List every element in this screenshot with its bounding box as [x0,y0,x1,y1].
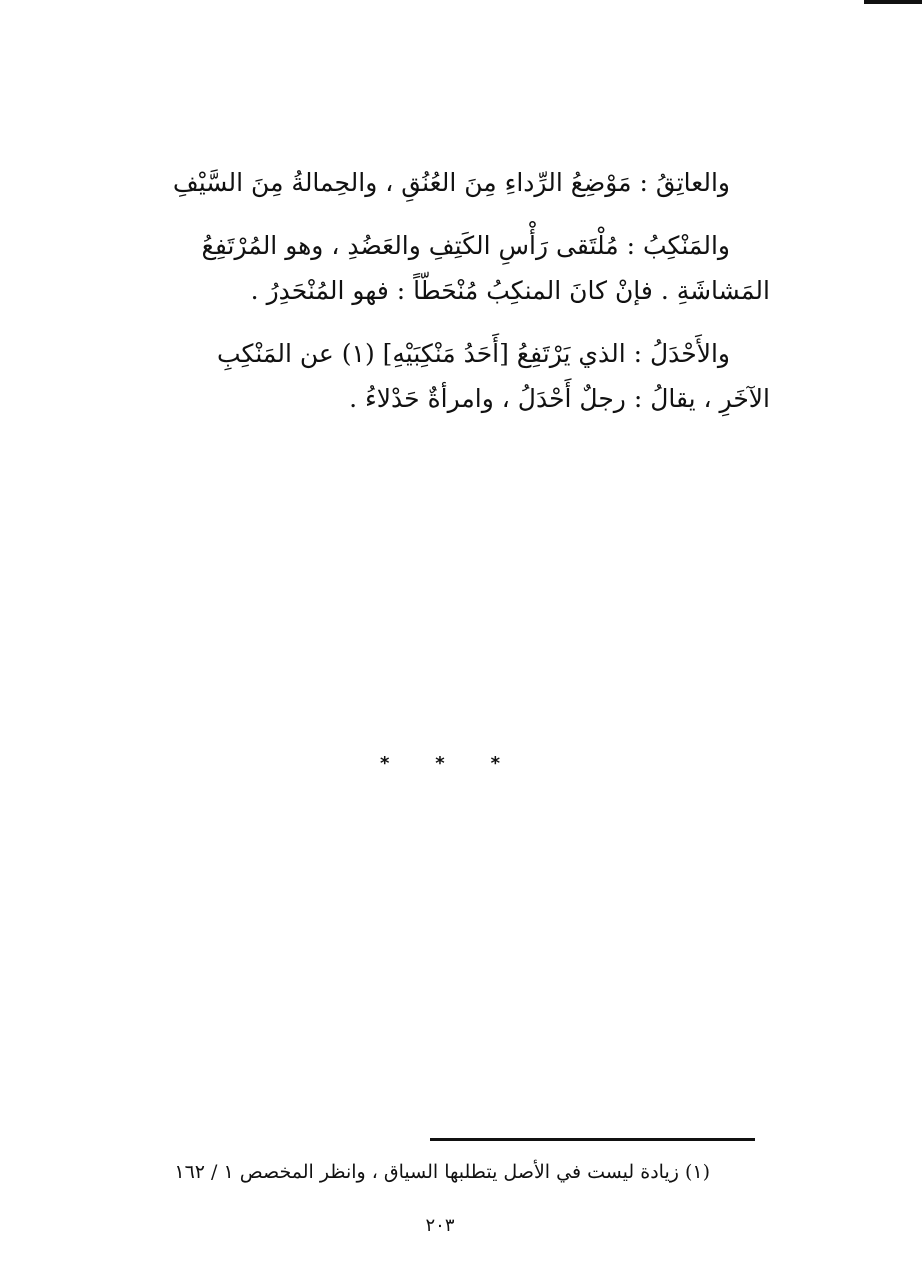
footnote-rule [430,1138,755,1141]
text-line: والعاتِقُ : مَوْضِعُ الرِّداءِ مِنَ العُنُقِ ، والحِمالةُ مِنَ السَّيْفِ [172,168,730,197]
paragraph-mankib [120,223,770,313]
asterisk: * [435,752,445,774]
text-line: الآخَرِ ، يقالُ : رجلٌ أَحْدَلُ ، وامرأةٌ حَدْلاءُ . [349,384,770,413]
text-line: والمَنْكِبُ : مُلْتَقى رَأْسِ الكَتِفِ والعَضُدِ ، وهو المُرْتَفِعُ [201,231,730,260]
footnote: (١) زيادة ليست في الأصل يتطلبها السياق ، وانظر المخصص ١ / ١٦٢ [174,1161,710,1183]
main-text [120,160,770,439]
asterisk: * [490,752,500,774]
asterisk: * [380,752,390,774]
text-line: والأَحْدَلُ : الذي يَرْتَفِعُ [أَحَدُ مَنْكِبَيْهِ] (١) عن المَنْكِبِ [216,339,730,368]
paragraph-aatiq [120,160,770,205]
text-line: المَشاشَةِ . فإنْ كانَ المنكِبُ مُنْحَطّاً : فهو المُنْحَدِرُ . [250,276,770,305]
section-separator [380,748,500,778]
corner-mark [864,0,922,4]
paragraph-ahdal [120,331,770,421]
page-number: ٢٠٣ [425,1215,455,1236]
